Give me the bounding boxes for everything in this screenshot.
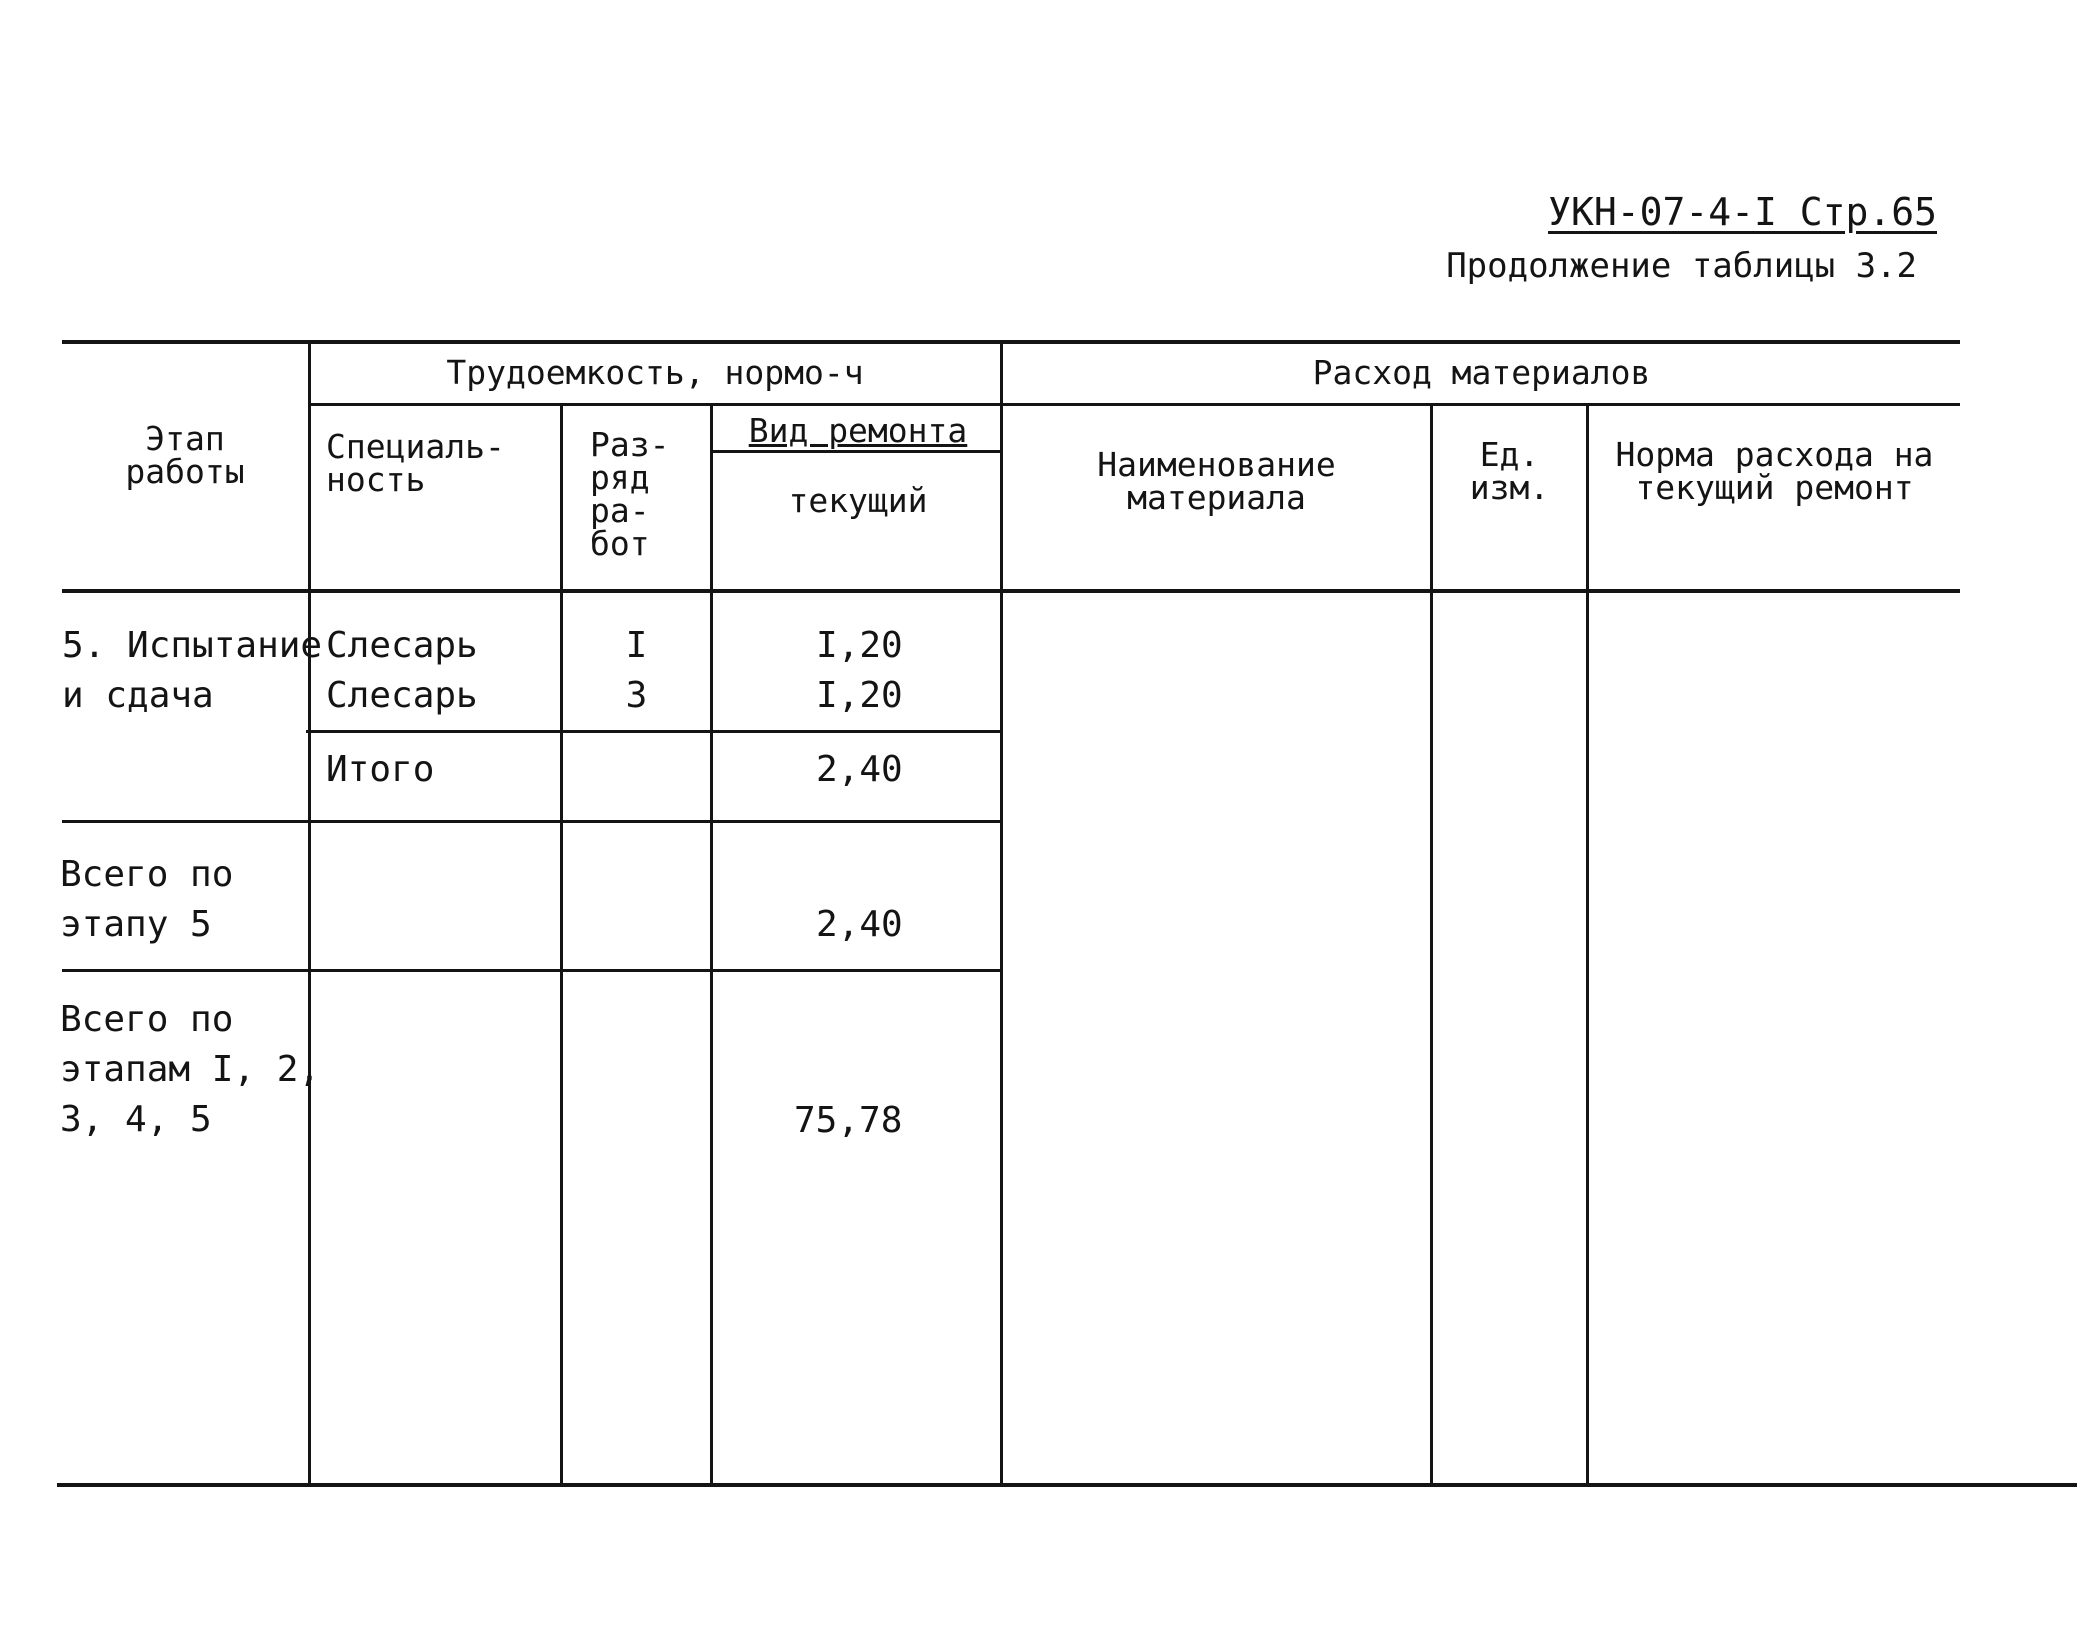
grand-total-divider (62, 969, 1002, 972)
stage-column-border (308, 342, 311, 1485)
unit-column-border (1586, 404, 1589, 1485)
specialty-column-border (560, 404, 563, 1485)
document-id: УКН-07-4-I Стр.65 (1548, 190, 1937, 234)
header-group-divider (310, 403, 1960, 406)
row-itogo-hours: 2,40 (816, 749, 903, 790)
row-stage5-hours: I,20 I,20 (816, 625, 903, 716)
header-labor-group: Трудоемкость, нормо-ч (446, 353, 864, 392)
header-repair-current: текущий (788, 481, 928, 520)
table-bottom-border (57, 1483, 2077, 1487)
header-stage: Этап работы (125, 419, 245, 491)
row-stage5-stage: 5. Испытание и сдача (62, 625, 323, 716)
itogo-top-divider (306, 730, 1002, 733)
table-top-border (62, 340, 1960, 344)
repair-type-divider (713, 450, 1003, 453)
stage5-total-divider (62, 820, 1002, 823)
material-column-border (1430, 404, 1433, 1485)
header-materials-group: Расход материалов (1312, 353, 1651, 392)
row-stage5-total-hours: 2,40 (816, 904, 903, 945)
row-stage5-specialty: Слесарь Слесарь (326, 625, 478, 716)
row-stage5-total-stage: Всего по этапу 5 (60, 854, 234, 945)
grade-column-border (710, 404, 713, 1485)
row-grand-total-hours: 75,78 (794, 1100, 903, 1141)
header-bottom-border (62, 589, 1960, 593)
header-unit: Ед. изм. (1469, 435, 1550, 507)
table-continuation-label: Продолжение таблицы 3.2 (1446, 246, 1917, 286)
header-grade: Раз- ряд ра- бот (590, 425, 670, 563)
header-material-name: Наименование материала (1097, 445, 1336, 517)
row-itogo-specialty: Итого (326, 749, 435, 790)
header-norm: Норма расхода на текущий ремонт (1615, 435, 1934, 507)
header-specialty: Специаль- ность (326, 427, 505, 499)
header-repair-type: Вид ремонта (748, 411, 968, 450)
row-grand-total-stage: Всего по этапам I, 2, 3, 4, 5 (60, 999, 321, 1140)
row-stage5-grade: I 3 (625, 625, 648, 716)
